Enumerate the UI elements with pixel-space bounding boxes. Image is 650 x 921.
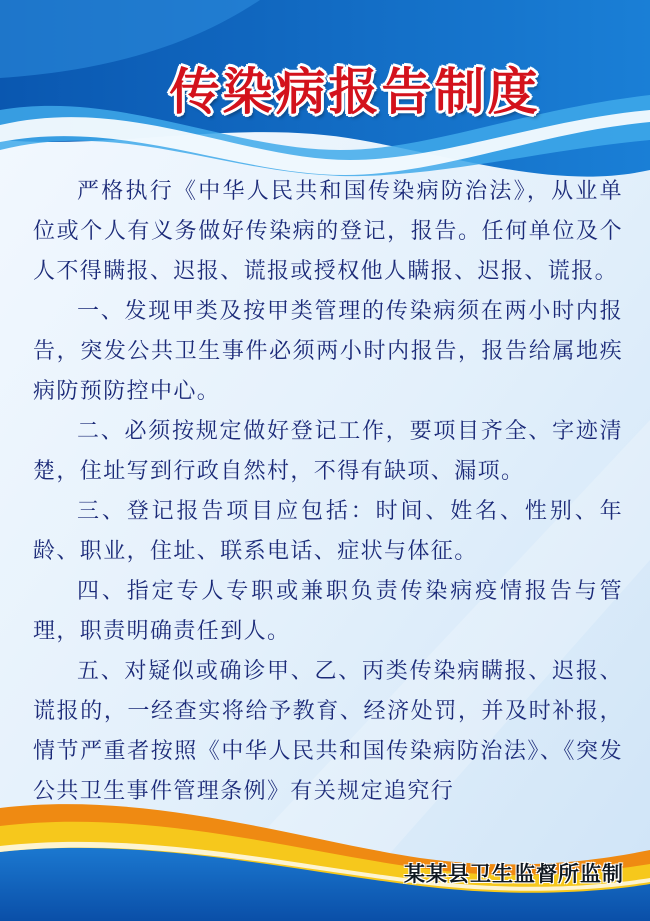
- poster-title: 传染病报告制度: [169, 63, 541, 121]
- rule-item-1: 一、发现甲类及按甲类管理的传染病须在两小时内报告，突发公共卫生事件必须两小时内报告，报告给属地疾病防预防控中心。: [33, 299, 623, 404]
- regulation-body: [33, 172, 623, 812]
- rule-item-3: 三、登记报告项目应包括：时间、姓名、性别、年龄、职业，住址、联系电话、症状与体征。: [33, 499, 623, 564]
- rule-item-4: 四、指定专人专职或兼职负责传染病疫情报告与管理，职责明确责任到人。: [33, 579, 623, 644]
- rule-item-5: 五、对疑似或确诊甲、乙、丙类传染病瞒报、迟报、谎报的，一经查实将给予教育、经济处罚，并及时补报，情节严重者按照《中华人民共和国传染病防治法》、《突发公共卫生事件管理条例》有关规定追究行: [33, 659, 623, 804]
- issuer-footer: 某某县卫生监督所监制: [404, 862, 624, 886]
- intro-paragraph: 严格执行《中华人民共和国传染病防治法》，从业单位或个人有义务做好传染病的登记，报告。任何单位及个人不得瞒报、迟报、谎报或授权他人瞒报、迟报、谎报。: [33, 179, 623, 284]
- rule-item-2: 二、必须按规定做好登记工作，要项目齐全、字迹清楚，住址写到行政自然村，不得有缺项、漏项。: [33, 419, 623, 484]
